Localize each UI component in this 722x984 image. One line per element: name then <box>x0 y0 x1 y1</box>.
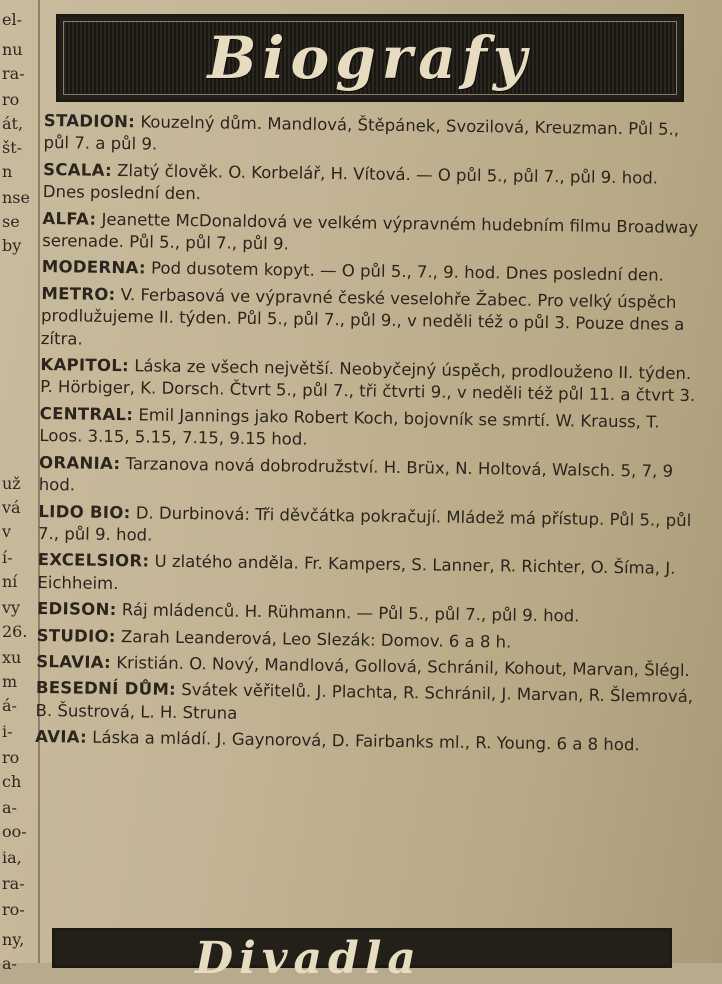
column-fragment: št- <box>2 138 23 157</box>
listing-entry <box>35 726 695 758</box>
cinema-name: STUDIO: <box>36 625 116 646</box>
cinema-name: ALFA: <box>42 208 97 229</box>
listing-text: Zarah Leanderová, Leo Slezák: Domov. 6 a 8 h. <box>120 626 512 652</box>
column-fragment: se <box>2 212 20 231</box>
listing-entry <box>40 354 701 408</box>
column-fragment: a- <box>2 798 17 817</box>
section-title: Biografy <box>207 24 533 92</box>
column-fragment: ia, <box>2 848 22 867</box>
listing-entry <box>42 208 703 262</box>
column-fragment: nu <box>2 40 23 59</box>
listing-entry <box>37 549 698 603</box>
cinema-name: EXCELSIOR: <box>37 550 150 571</box>
listing-text: Láska ze všech největší. Neobyčejný úspěch, prodlouženo II. týden. P. Hörbiger, K. Dorsch. Čtvrt 5., půl 7., tři čtvrti 9., v neděli též půl 11. a čtvrt 3. <box>40 356 696 406</box>
adjacent-column-fragments <box>0 0 36 973</box>
column-fragment: ch <box>2 772 22 791</box>
listing-text: Jeanette McDonaldová ve velkém výpravném hudebním filmu Broadway serenade. Půl 5., půl 7., půl 9. <box>42 209 699 254</box>
column-fragment: ro <box>2 748 20 767</box>
column-fragment: i- <box>2 722 13 741</box>
column-fragment: m <box>2 672 18 691</box>
column-fragment: á- <box>2 696 17 715</box>
column-fragment: a- <box>2 954 17 973</box>
listing-text: Ráj mládenců. H. Rühmann. — Půl 5., půl 7., půl 9. hod. <box>121 600 580 626</box>
section-banner <box>56 14 684 102</box>
cinema-name: STADION: <box>43 110 136 132</box>
listing-text: D. Durbinová: Tři děvčátka pokračují. Mládež má přístup. Půl 5., půl 7., půl 9. hod. <box>37 502 692 545</box>
listing-entry <box>39 403 700 457</box>
column-fragment: nse <box>2 188 30 207</box>
listing-entry <box>35 677 696 731</box>
cinema-name: CENTRAL: <box>39 403 134 425</box>
cinema-name: KAPITOL: <box>40 355 130 376</box>
listing-text: Kouzelný dům. Mandlová, Štěpánek, Svozilová, Kreuzman. Půl 5., půl 7. a půl 9. <box>43 112 680 154</box>
column-fragment: vy <box>2 598 21 617</box>
column-fragment: ní <box>2 572 18 591</box>
column-fragment: ro <box>2 90 20 109</box>
listing-text: Tarzanova nová dobrodružství. H. Brüx, N. Holtová, Walsch. 5, 7, 9 hod. <box>38 453 674 495</box>
column-fragment: oo- <box>2 822 27 841</box>
cinema-name: EDISON: <box>36 599 117 620</box>
listing-text: Kristián. O. Nový, Mandlová, Gollová, Schránil, Kohout, Marvan, Šlégl. <box>116 653 690 681</box>
column-fragment: n <box>2 162 13 181</box>
column-fragment: ra- <box>2 874 25 893</box>
listing-entry <box>41 283 702 359</box>
cinema-name: ORANIA: <box>38 452 121 473</box>
column-fragment: 26. <box>2 622 28 641</box>
listing-text: Emil Jannings jako Robert Koch, bojovník se smrtí. W. Krauss, T. Loos. 3.15, 5.15, 7.15, 9.15 hod. <box>39 405 660 449</box>
listing-text: Láska a mládí. J. Gaynorová, D. Fairbanks ml., R. Young. 6 a 8 hod. <box>92 727 640 755</box>
cinema-name: BESEDNÍ DŮM: <box>35 678 177 700</box>
listing-entry <box>38 500 699 554</box>
cinema-name: METRO: <box>41 283 116 304</box>
column-fragment: xu <box>2 648 22 667</box>
listing-entry <box>43 159 704 213</box>
banner-inner <box>63 21 677 95</box>
cinema-name: MODERNA: <box>41 257 146 278</box>
column-fragment: ro- <box>2 900 25 919</box>
listing-text: V. Ferbasová ve výpravné české veselohře Žabec. Pro velký úspěch prodlužujeme II. týden. Půl 5., půl 7., půl 9., v neděli též o půl 3. Pouze dnes a zítra. <box>40 284 685 349</box>
column-fragment: by <box>2 236 22 255</box>
column-fragment: ra- <box>2 64 25 83</box>
listing-entry <box>43 110 704 164</box>
column-fragment: el- <box>2 10 22 29</box>
column-fragment: vá <box>2 498 21 517</box>
cinema-listings <box>35 110 704 762</box>
next-section-banner <box>52 928 672 984</box>
listing-text: U zlatého anděla. Fr. Kampers, S. Lanner, R. Richter, O. Šíma, J. Eichheim. <box>37 551 676 593</box>
column-fragment: v <box>2 522 12 541</box>
cinema-name: SLAVIA: <box>36 651 112 672</box>
listing-entry <box>39 452 700 506</box>
cinema-name: SCALA: <box>43 159 113 180</box>
column-fragment: ny, <box>2 930 25 949</box>
listing-text: Zlatý člověk. O. Korbelář, H. Vítová. — O půl 5., půl 7., půl 9. hod. Dnes poslední den. <box>42 160 659 204</box>
cinema-name: LIDO BIO: <box>38 501 131 522</box>
next-section-title: Divadla <box>195 933 422 984</box>
listing-text: Pod dusotem kopyt. — O půl 5., 7., 9. hod. Dnes poslední den. <box>150 258 665 286</box>
column-fragment: í- <box>2 548 13 567</box>
column-fragment: át, <box>2 114 24 133</box>
column-fragment: už <box>2 474 21 493</box>
listing-text: Svátek věřitelů. J. Plachta, R. Schránil, J. Marvan, R. Šlemrová, B. Šustrová, L. H. Struna <box>35 680 694 723</box>
cinema-name: AVIA: <box>35 727 88 747</box>
